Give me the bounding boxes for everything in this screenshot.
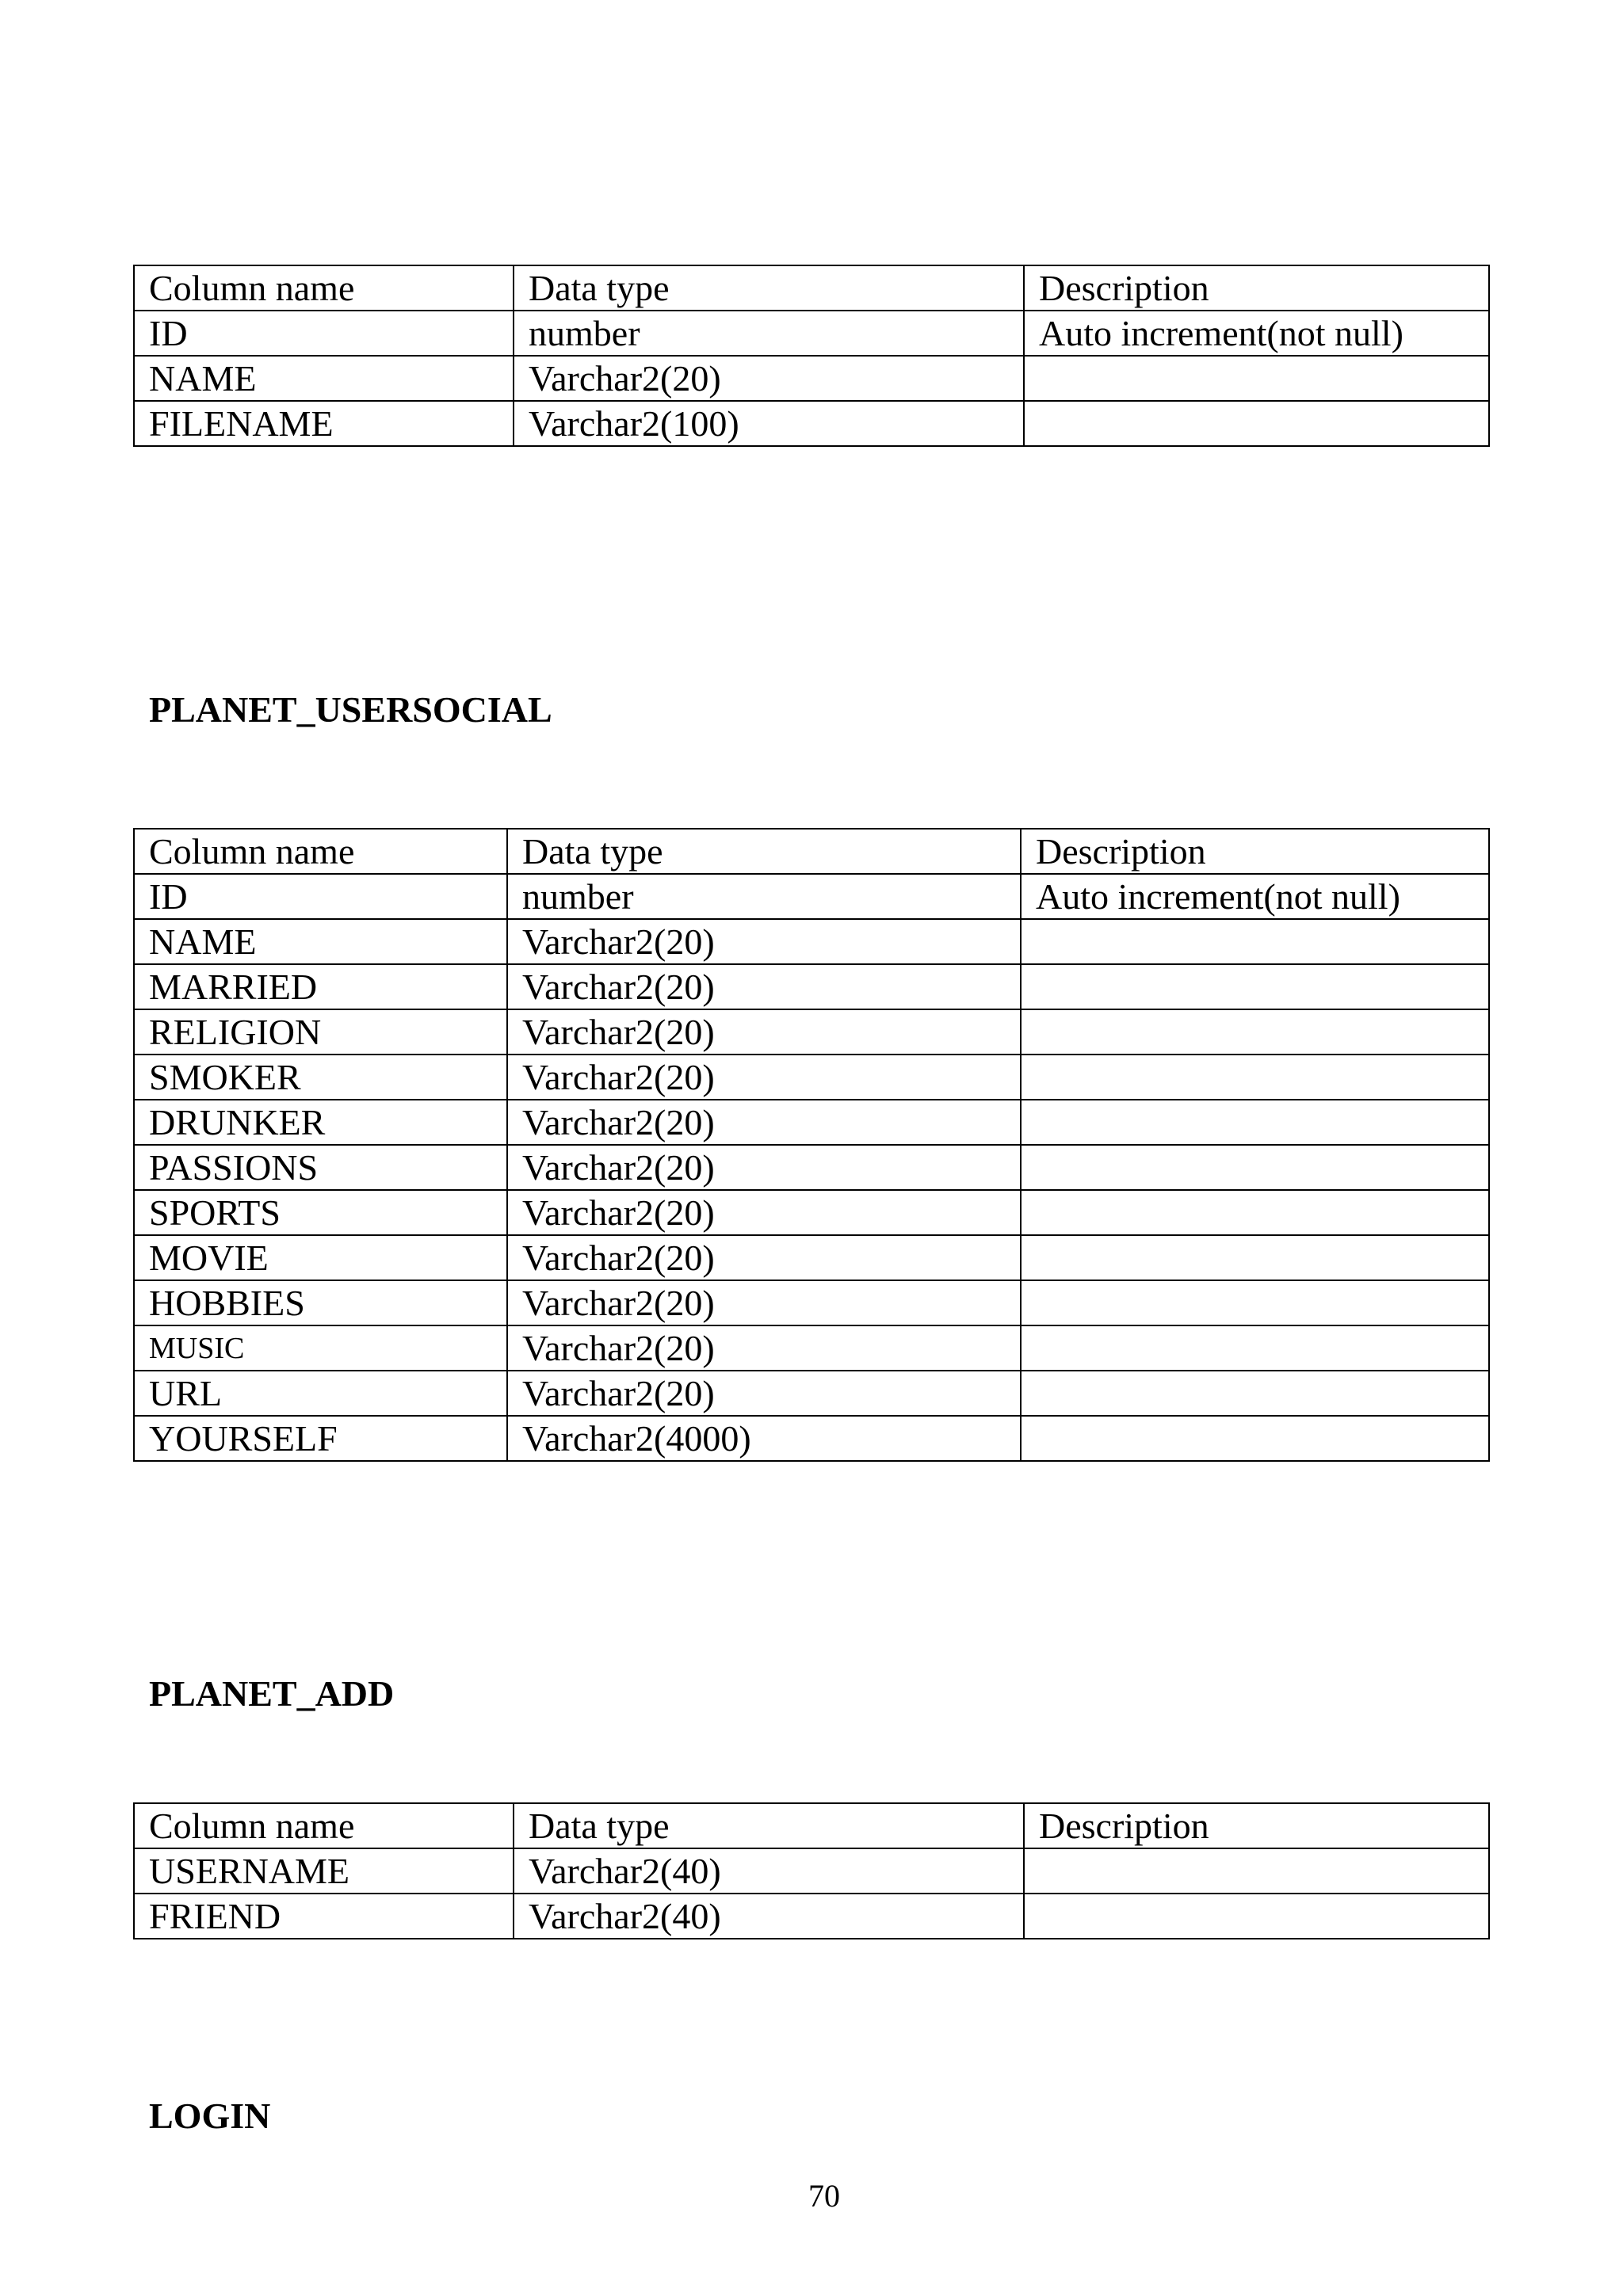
table-row bbox=[134, 401, 1489, 446]
cell-data-type: Varchar2(4000) bbox=[507, 1416, 1021, 1461]
cell-data-type: number bbox=[507, 874, 1021, 919]
cell-data-type: number bbox=[514, 311, 1024, 356]
cell-description bbox=[1021, 1009, 1489, 1055]
page-number: 70 bbox=[808, 2178, 840, 2214]
cell-description bbox=[1021, 1055, 1489, 1100]
cell-description bbox=[1021, 1190, 1489, 1235]
cell-data-type: Varchar2(20) bbox=[507, 1190, 1021, 1235]
cell-column-name: DRUNKER bbox=[134, 1100, 507, 1145]
table-row bbox=[134, 1325, 1489, 1371]
section-heading-add: PLANET_ADD bbox=[149, 1673, 395, 1714]
cell-column-name: SMOKER bbox=[134, 1055, 507, 1100]
table-row bbox=[134, 1055, 1489, 1100]
cell-description: Auto increment(not null) bbox=[1021, 874, 1489, 919]
section-heading-login: LOGIN bbox=[149, 2096, 271, 2136]
cell-data-type: Varchar2(100) bbox=[514, 401, 1024, 446]
header-data-type: Data type bbox=[507, 829, 1021, 874]
table-row bbox=[134, 919, 1489, 964]
cell-column-name: PASSIONS bbox=[134, 1145, 507, 1190]
cell-data-type: Varchar2(20) bbox=[507, 1280, 1021, 1325]
cell-description bbox=[1024, 1894, 1489, 1939]
cell-data-type: Varchar2(20) bbox=[507, 1100, 1021, 1145]
table-header-row bbox=[134, 265, 1489, 311]
section-heading-usersocial: PLANET_USERSOCIAL bbox=[149, 689, 552, 730]
table-row bbox=[134, 356, 1489, 401]
cell-column-name: YOURSELF bbox=[134, 1416, 507, 1461]
cell-data-type: Varchar2(20) bbox=[507, 964, 1021, 1009]
table-row bbox=[134, 1371, 1489, 1416]
cell-data-type: Varchar2(20) bbox=[507, 1371, 1021, 1416]
cell-column-name: NAME bbox=[134, 356, 514, 401]
schema-table-files bbox=[133, 265, 1490, 447]
cell-data-type: Varchar2(40) bbox=[514, 1894, 1024, 1939]
cell-description bbox=[1021, 1416, 1489, 1461]
table-row bbox=[134, 1235, 1489, 1280]
table-row bbox=[134, 1100, 1489, 1145]
table-header-row bbox=[134, 829, 1489, 874]
cell-description bbox=[1021, 1145, 1489, 1190]
table-row bbox=[134, 311, 1489, 356]
cell-column-name: URL bbox=[134, 1371, 507, 1416]
header-description: Description bbox=[1024, 1803, 1489, 1848]
cell-column-name: NAME bbox=[134, 919, 507, 964]
table-row bbox=[134, 1190, 1489, 1235]
table-row bbox=[134, 1009, 1489, 1055]
cell-description bbox=[1021, 919, 1489, 964]
table-row bbox=[134, 874, 1489, 919]
table-row bbox=[134, 1145, 1489, 1190]
header-description: Description bbox=[1021, 829, 1489, 874]
table-row bbox=[134, 1416, 1489, 1461]
cell-description: Auto increment(not null) bbox=[1024, 311, 1489, 356]
cell-description bbox=[1021, 1280, 1489, 1325]
cell-description bbox=[1024, 1848, 1489, 1894]
header-description: Description bbox=[1024, 265, 1489, 311]
table-row bbox=[134, 1280, 1489, 1325]
cell-description bbox=[1024, 401, 1489, 446]
cell-data-type: Varchar2(20) bbox=[507, 1009, 1021, 1055]
cell-column-name: FILENAME bbox=[134, 401, 514, 446]
cell-column-name: MOVIE bbox=[134, 1235, 507, 1280]
table-row bbox=[134, 964, 1489, 1009]
cell-column-name: USERNAME bbox=[134, 1848, 514, 1894]
cell-data-type: Varchar2(20) bbox=[507, 919, 1021, 964]
cell-data-type: Varchar2(20) bbox=[507, 1235, 1021, 1280]
cell-column-name: HOBBIES bbox=[134, 1280, 507, 1325]
header-data-type: Data type bbox=[514, 1803, 1024, 1848]
header-column-name: Column name bbox=[134, 829, 507, 874]
cell-description bbox=[1024, 356, 1489, 401]
cell-data-type: Varchar2(20) bbox=[507, 1325, 1021, 1371]
cell-column-name: SPORTS bbox=[134, 1190, 507, 1235]
schema-table-usersocial bbox=[133, 828, 1490, 1462]
cell-data-type: Varchar2(20) bbox=[507, 1145, 1021, 1190]
header-column-name: Column name bbox=[134, 265, 514, 311]
cell-description bbox=[1021, 1100, 1489, 1145]
table-row bbox=[134, 1848, 1489, 1894]
cell-column-name: MARRIED bbox=[134, 964, 507, 1009]
cell-description bbox=[1021, 1371, 1489, 1416]
table-row bbox=[134, 1894, 1489, 1939]
cell-data-type: Varchar2(20) bbox=[507, 1055, 1021, 1100]
header-column-name: Column name bbox=[134, 1803, 514, 1848]
schema-table-add bbox=[133, 1802, 1490, 1939]
cell-data-type: Varchar2(40) bbox=[514, 1848, 1024, 1894]
cell-column-name: ID bbox=[134, 311, 514, 356]
table-header-row bbox=[134, 1803, 1489, 1848]
cell-data-type: Varchar2(20) bbox=[514, 356, 1024, 401]
cell-description bbox=[1021, 1235, 1489, 1280]
cell-description bbox=[1021, 964, 1489, 1009]
header-data-type: Data type bbox=[514, 265, 1024, 311]
cell-description bbox=[1021, 1325, 1489, 1371]
cell-column-name: ID bbox=[134, 874, 507, 919]
cell-column-name: FRIEND bbox=[134, 1894, 514, 1939]
cell-column-name: RELIGION bbox=[134, 1009, 507, 1055]
cell-column-name: MUSIC bbox=[134, 1325, 507, 1371]
